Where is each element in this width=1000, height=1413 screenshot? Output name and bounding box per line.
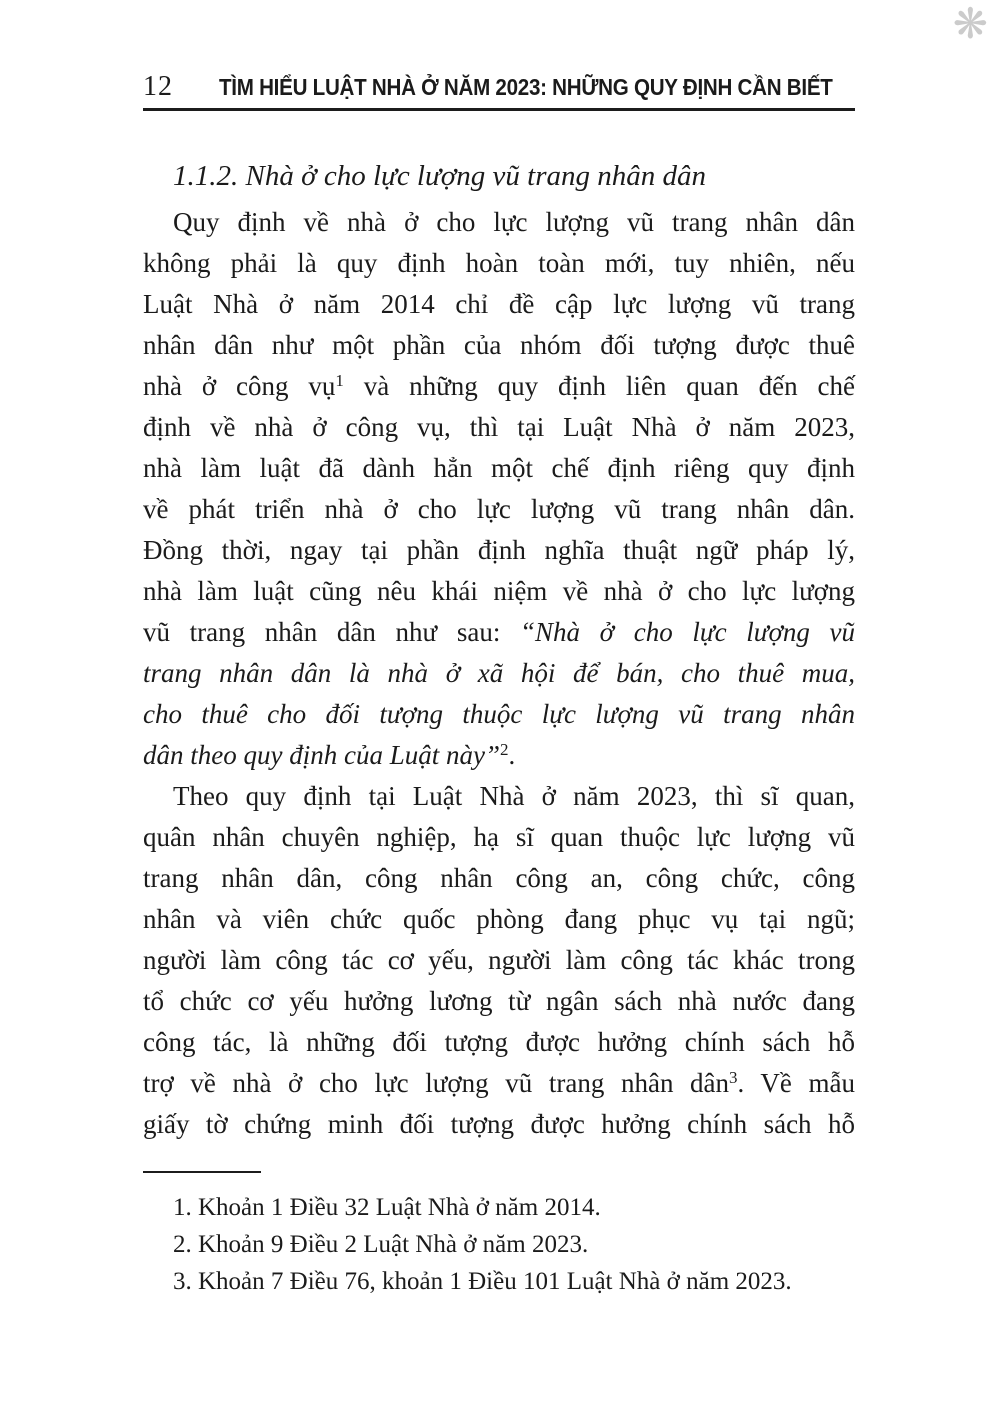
footnote-item: 2. Khoản 9 Điều 2 Luật Nhà ở năm 2023. bbox=[173, 1231, 589, 1258]
text-line: trợ về nhà ở cho lực lượng vũ trang nhân dân$^3$. Về mẫu bbox=[143, 1068, 855, 1098]
text-line: cho thuê cho đối tượng thuộc lực lượng vũ trang nhân bbox=[143, 699, 855, 729]
text-line: nhà ở công vụ$^1$ và những quy định liên quan đến chế bbox=[143, 371, 856, 401]
footnote-reference: 2 bbox=[499, 740, 509, 759]
text-line: vũ trang nhân dân như sau: “Nhà ở cho lực lượng vũ bbox=[143, 617, 855, 647]
footnote-item: 3. Khoản 7 Điều 76, khoản 1 Điều 101 Luật Nhà ở năm 2023. bbox=[173, 1268, 792, 1295]
page-number: 12 bbox=[143, 71, 173, 102]
text-line: Luật Nhà ở năm 2014 chỉ đề cập lực lượng vũ trang bbox=[143, 289, 855, 319]
text-line: về phát triển nhà ở cho lực lượng vũ trang nhân dân. bbox=[143, 494, 855, 524]
text-line: trang nhân dân, công nhân công an, công chức, công bbox=[143, 863, 855, 893]
text-line: người làm công tác cơ yếu, người làm công tác khác trong bbox=[143, 945, 855, 975]
text-line: dân theo quy định của Luật này”$^2$. bbox=[143, 740, 516, 770]
text-line: quân nhân chuyên nghiệp, hạ sĩ quan thuộc lực lượng vũ bbox=[143, 822, 855, 852]
text-line: Theo quy định tại Luật Nhà ở năm 2023, thì sĩ quan, bbox=[173, 781, 855, 811]
text-line: giấy tờ chứng minh đối tượng được hưởng chính sách hỗ bbox=[143, 1109, 855, 1139]
section-heading: 1.1.2. Nhà ở cho lực lượng vũ trang nhân dân bbox=[173, 160, 707, 192]
text-line: Quy định về nhà ở cho lực lượng vũ trang nhân dân bbox=[173, 207, 855, 237]
flower-asterisk-icon: ❋ bbox=[952, 0, 988, 48]
text-line: Đồng thời, ngay tại phần định nghĩa thuật ngữ pháp lý, bbox=[143, 535, 855, 565]
text-line: định về nhà ở công vụ, thì tại Luật Nhà ở năm 2023, bbox=[143, 412, 855, 442]
text-line: nhà làm luật đã dành hẳn một chế định riêng quy định bbox=[143, 453, 855, 483]
body-text bbox=[143, 202, 855, 1145]
text-line: không phải là quy định hoàn toàn mới, tuy nhiên, nếu bbox=[143, 248, 855, 278]
text-line: nhân và viên chức quốc phòng đang phục vụ tại ngũ; bbox=[143, 904, 855, 934]
text-line: tổ chức cơ yếu hưởng lương từ ngân sách nhà nước đang bbox=[143, 986, 855, 1016]
footnote-item: 1. Khoản 1 Điều 32 Luật Nhà ở năm 2014. bbox=[173, 1194, 601, 1221]
footnotes bbox=[143, 1189, 855, 1300]
running-title: TÌM HIỂU LUẬT NHÀ Ở NĂM 2023: NHỮNG QUY ĐỊNH CẦN BIẾT bbox=[219, 74, 833, 100]
text-line: nhà làm luật cũng nêu khái niệm về nhà ở cho lực lượng bbox=[143, 576, 855, 606]
text-line: công tác, là những đối tượng được hưởng chính sách hỗ bbox=[143, 1027, 855, 1057]
running-header bbox=[143, 72, 855, 111]
footnote-reference: 1 bbox=[335, 371, 344, 390]
footnote-separator bbox=[143, 1171, 261, 1173]
text-line: nhân dân như một phần của nhóm đối tượng được thuê bbox=[143, 330, 855, 360]
text-line: trang nhân dân là nhà ở xã hội để bán, cho thuê mua, bbox=[143, 658, 855, 688]
footnote-reference: 3 bbox=[729, 1068, 738, 1087]
